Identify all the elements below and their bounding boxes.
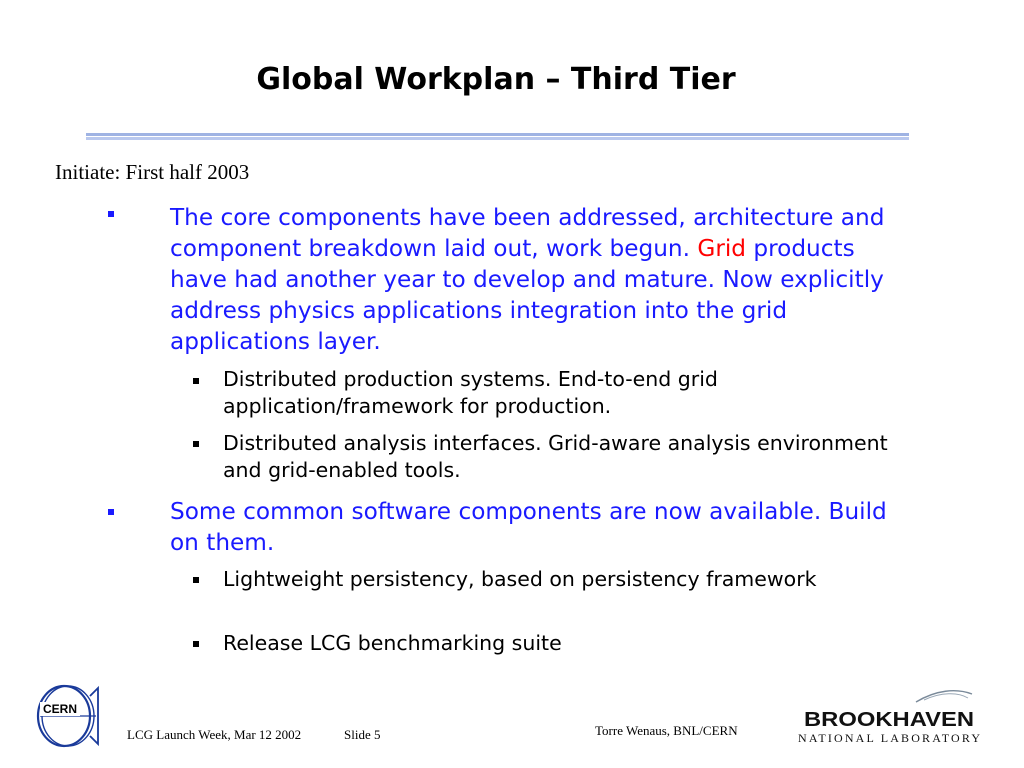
footer-slide-number: Slide 5 [344,727,381,742]
bullet-text-end: products have had another year to develop and mature. Now explicitly address physics applications integration into the grid applications layer. [170,235,884,355]
bnl-logo-title: BROOKHAVEN [804,709,974,731]
bullet-text: Some common software components are now available. Build on them. [170,498,887,556]
bullet-text-start: The core components have been addressed, architecture and component breakdown laid out, work begun. [170,204,885,262]
sub-bullet-text: Distributed production systems. End-to-end grid application/framework for production. [223,367,718,418]
grid-highlight: Grid [697,235,747,262]
cern-logo-text: CERN [42,702,78,716]
title-divider-shadow [86,137,909,140]
cern-logo [34,678,102,750]
title-divider [86,133,909,136]
slide-title: Global Workplan – Third Tier [256,62,736,97]
bullet-text [170,202,910,357]
bnl-logo-subtitle: NATIONAL LABORATORY [798,731,980,745]
sub-bullet-text: Lightweight persistency, based on persistency framework [223,567,817,591]
footer-author: Torre Wenaus, BNL/CERN [595,723,738,738]
slide-subtitle: Initiate: First half 2003 [55,160,250,184]
sub-bullet-text: Distributed analysis interfaces. Grid-aware analysis environment and grid-enabled tools. [223,431,888,482]
brookhaven-logo [796,688,982,746]
sub-bullet-text: Release LCG benchmarking suite [223,631,562,655]
footer-event: LCG Launch Week, Mar 12 2002 [127,727,302,742]
